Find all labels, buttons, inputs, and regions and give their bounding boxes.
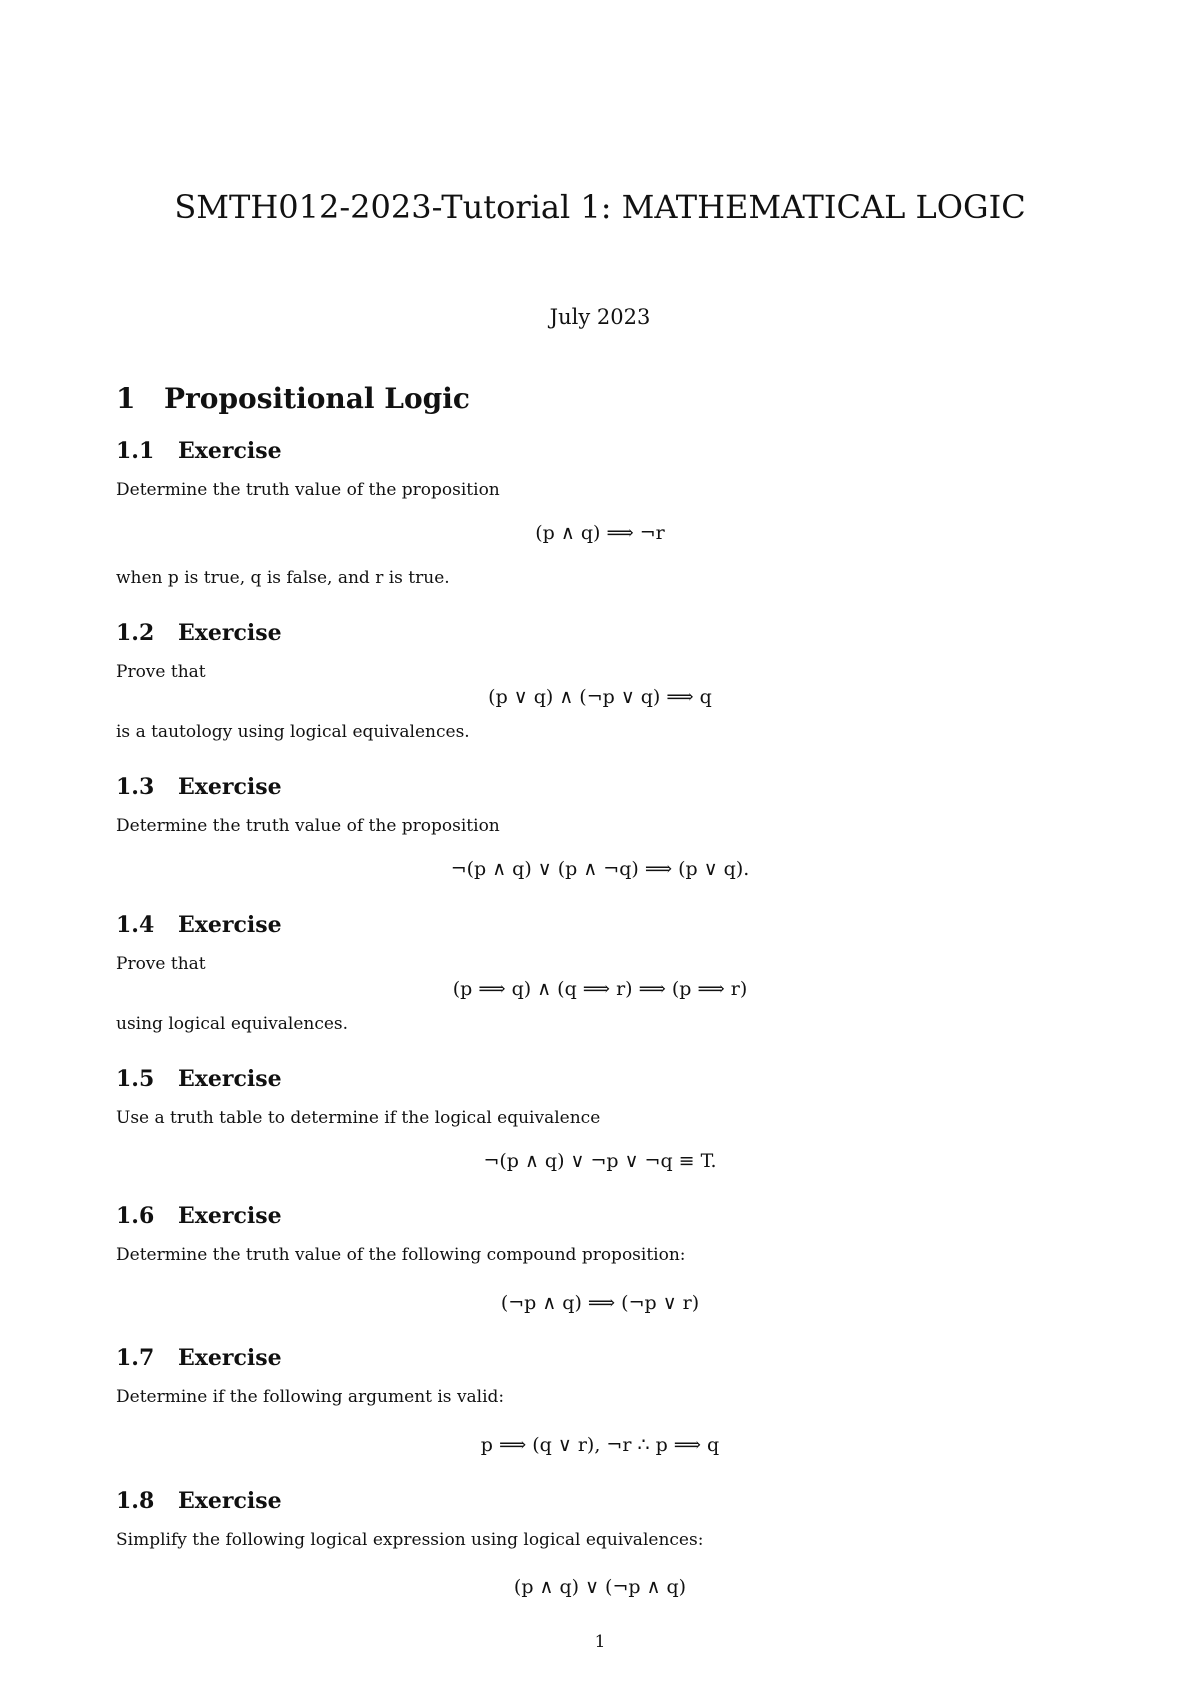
- exercise-number: 1.7: [116, 1345, 155, 1371]
- formula: (p ∧ q) ⟹ ¬r: [535, 522, 665, 544]
- exercise-label: Exercise: [178, 1488, 282, 1514]
- document-title: SMTH012-2023-Tutorial 1: MATHEMATICAL LOGIC: [174, 188, 1026, 226]
- exercise-number: 1.3: [116, 774, 155, 800]
- section-number: 1: [116, 382, 136, 415]
- exercise-label: Exercise: [178, 620, 282, 646]
- exercise-text: using logical equivalences.: [116, 1014, 349, 1034]
- exercise-text: Prove that: [116, 662, 206, 682]
- exercise-text: Use a truth table to determine if the logical equivalence: [116, 1108, 601, 1128]
- exercise-label: Exercise: [178, 912, 282, 938]
- exercise-text: Determine the truth value of the proposition: [116, 816, 500, 836]
- exercise-number: 1.8: [116, 1488, 155, 1514]
- section-title: Propositional Logic: [164, 382, 470, 415]
- exercise-text: is a tautology using logical equivalences.: [116, 722, 470, 742]
- exercise-heading-1-6: [116, 1203, 282, 1229]
- exercise-label: Exercise: [178, 1066, 282, 1092]
- formula: ¬(p ∧ q) ∨ (p ∧ ¬q) ⟹ (p ∨ q).: [450, 858, 750, 880]
- exercise-heading-1-8: [116, 1488, 282, 1514]
- exercise-text: Simplify the following logical expression using logical equivalences:: [116, 1530, 704, 1550]
- exercise-number: 1.6: [116, 1203, 155, 1229]
- formula: (¬p ∧ q) ⟹ (¬p ∨ r): [500, 1292, 700, 1314]
- exercise-number: 1.2: [116, 620, 155, 646]
- exercise-text: Determine if the following argument is valid:: [116, 1387, 505, 1407]
- formula: (p ∨ q) ∧ (¬p ∨ q) ⟹ q: [488, 686, 712, 708]
- document-date: July 2023: [549, 305, 651, 329]
- formula: (p ∧ q) ∨ (¬p ∧ q): [513, 1576, 687, 1598]
- exercise-heading-1-5: [116, 1066, 282, 1092]
- exercise-heading-1-2: [116, 620, 282, 646]
- exercise-text: Prove that: [116, 954, 206, 974]
- exercise-label: Exercise: [178, 1203, 282, 1229]
- page-number: 1: [594, 1632, 606, 1652]
- exercise-text: Determine the truth value of the proposition: [116, 480, 500, 500]
- exercise-heading-1-3: [116, 774, 282, 800]
- exercise-heading-1-1: [116, 438, 282, 464]
- exercise-heading-1-4: [116, 912, 282, 938]
- exercise-text: Determine the truth value of the following compound proposition:: [116, 1245, 686, 1265]
- exercise-heading-1-7: [116, 1345, 282, 1371]
- exercise-number: 1.1: [116, 438, 155, 464]
- exercise-text: when p is true, q is false, and r is true.: [116, 568, 450, 588]
- formula: p ⟹ (q ∨ r), ¬r ∴ p ⟹ q: [480, 1434, 720, 1456]
- exercise-number: 1.5: [116, 1066, 155, 1092]
- section-heading: [116, 382, 470, 415]
- exercise-label: Exercise: [178, 1345, 282, 1371]
- formula: (p ⟹ q) ∧ (q ⟹ r) ⟹ (p ⟹ r): [452, 978, 748, 1000]
- exercise-number: 1.4: [116, 912, 155, 938]
- formula: ¬(p ∧ q) ∨ ¬p ∨ ¬q ≡ T.: [483, 1150, 717, 1172]
- exercise-label: Exercise: [178, 438, 282, 464]
- exercise-label: Exercise: [178, 774, 282, 800]
